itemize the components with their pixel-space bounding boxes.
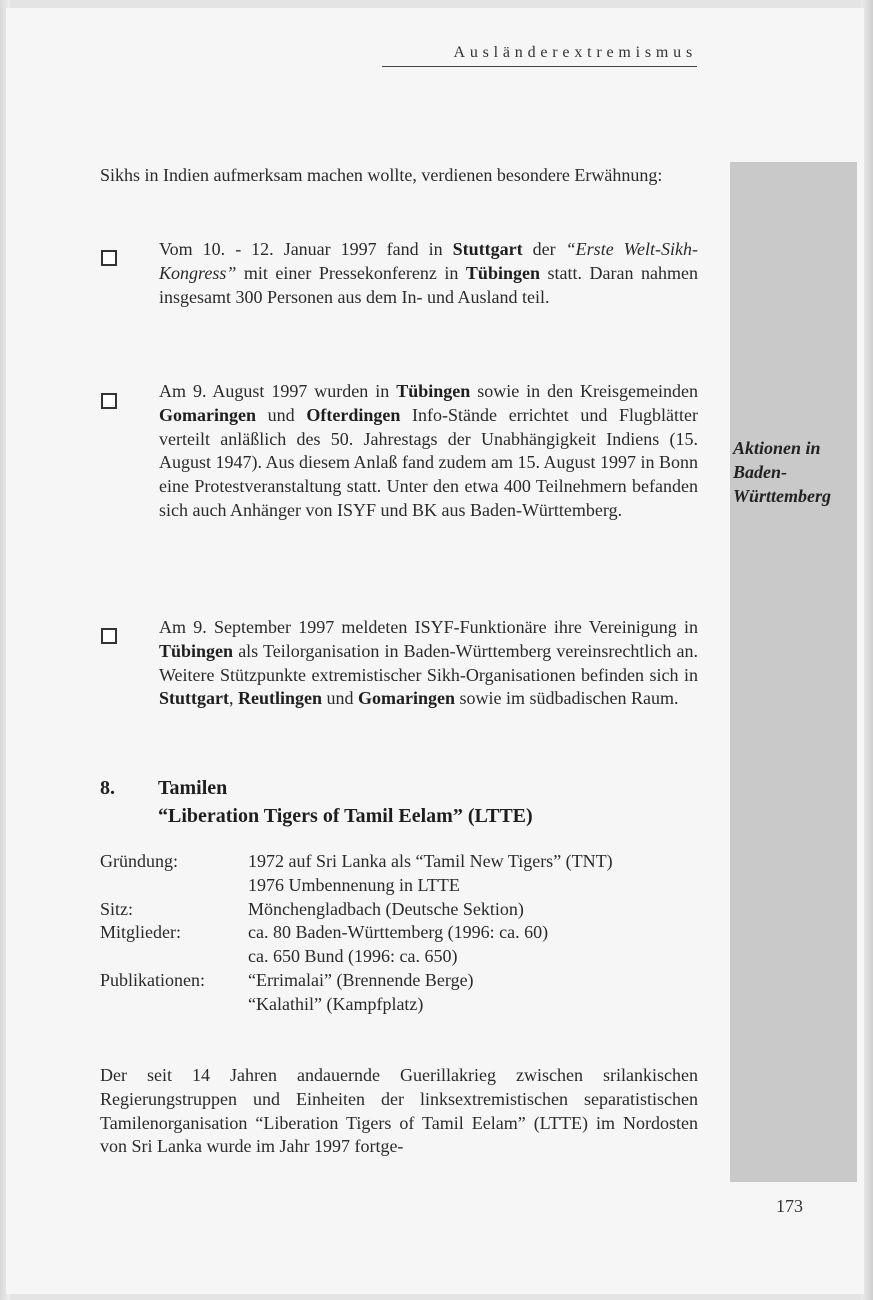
- intro-paragraph: Sikhs in Indien aufmerksam machen wollte, verdienen besondere Erwähnung:: [100, 165, 663, 185]
- fact-value: Mönchengladbach (Deutsche Sektion): [248, 898, 524, 919]
- bullet-text: mit einer Pressekonferenz in: [236, 262, 466, 283]
- margin-note: [733, 436, 863, 508]
- bullet-text: als Teilorganisation in Baden-Württemberg vereinsrechtlich an. Weitere Stützpunkte extremistischer Sikh-Organisationen befinden sich in: [159, 640, 698, 685]
- section-title: Tamilen: [158, 777, 228, 799]
- fact-value: “Kalathil” (Kampfplatz): [248, 993, 424, 1014]
- fact-row: [100, 921, 720, 945]
- place-name: Tübingen: [465, 262, 540, 283]
- closing-paragraph: Der seit 14 Jahren andauernde Guerillakrieg zwischen srilankischen Regierungstruppen und Einheiten der linksextremistischen separatistischen Tamilenorganisation “Liberation Tigers of Tamil Eelam” (LTTE) im Nordosten von Sri Lanka wurde im Jahr 1997 fortge-: [100, 1065, 698, 1157]
- place-name: Gomaringen: [358, 688, 456, 709]
- place-name: Stuttgart: [452, 239, 523, 259]
- place-name: Stuttgart: [159, 688, 229, 709]
- place-name: Gomaringen: [159, 404, 256, 425]
- bullet-text: ,: [229, 688, 238, 709]
- bullet-text: Am 9. August 1997 wurden in: [159, 381, 397, 401]
- place-name: Tübingen: [396, 381, 471, 401]
- fact-label-empty: [100, 874, 248, 898]
- fact-label-empty: [100, 993, 248, 1017]
- checkbox-bullet-icon: [101, 628, 117, 644]
- fact-label: Sitz:: [100, 898, 134, 919]
- section-number: 8.: [100, 777, 115, 799]
- fact-row: [100, 898, 720, 922]
- event-name: “Erste Welt-Sikh-Kongress”: [159, 239, 698, 283]
- fact-label: Gründung:: [100, 851, 178, 871]
- fact-value: ca. 80 Baden-Württemberg (1996: ca. 60): [248, 922, 549, 943]
- page-number: 173: [776, 1196, 803, 1216]
- fact-value: 1976 Umbennenung in LTTE: [248, 874, 460, 895]
- margin-note-line: Württemberg: [733, 486, 832, 506]
- fact-label-empty: [100, 945, 248, 969]
- margin-note-line: Aktionen in: [733, 438, 821, 458]
- bullet-text: sowie im südbadischen Raum.: [455, 688, 679, 709]
- fact-row: [100, 969, 720, 993]
- fact-value: ca. 650 Bund (1996: ca. 650): [248, 946, 458, 967]
- bullet-text: Am 9. September 1997 meldeten ISYF-Funktionäre ihre Vereinigung in: [159, 617, 698, 637]
- bullet-text: und: [256, 404, 307, 425]
- margin-note-line: Baden-: [733, 462, 787, 482]
- margin-sidebar: [730, 162, 857, 1182]
- section-subtitle: “Liberation Tigers of Tamil Eelam” (LTTE): [158, 805, 533, 827]
- fact-label: Mitglieder:: [100, 922, 181, 943]
- bullet-item: [159, 238, 698, 309]
- running-header: Ausländerextremismus: [382, 44, 697, 67]
- fact-label: Publikationen:: [100, 969, 205, 990]
- fact-row: [100, 945, 720, 969]
- place-name: Reutlingen: [238, 688, 323, 709]
- place-name: Ofterdingen: [306, 404, 401, 425]
- bullet-text: statt. Daran nahmen insgesamt 300 Personen aus dem In- und Ausland teil.: [159, 262, 698, 307]
- fact-row: [100, 874, 720, 898]
- bullet-text: Vom 10. - 12. Januar 1997 fand in: [159, 239, 453, 259]
- fact-value: 1972 auf Sri Lanka als “Tamil New Tigers” (TNT): [248, 851, 613, 871]
- fact-row: [100, 850, 720, 874]
- fact-value: “Errimalai” (Brennende Berge): [248, 969, 474, 990]
- bullet-text: Info-Stände errichtet und Flugblätter verteilt anläßlich des 50. Jahrestags der Unabhängigkeit Indiens (15. August 1947). Aus diesem Anlaß fand zudem am 15. August 1997 in Bonn eine Protestveranstaltung statt. Unter den etwa 400 Teilnehmern befanden sich auch Anhänger von ISYF und BK aus Baden-Württemberg.: [159, 404, 698, 520]
- checkbox-bullet-icon: [101, 250, 117, 266]
- checkbox-bullet-icon: [101, 393, 117, 409]
- fact-table: [100, 850, 720, 1017]
- bullet-text: sowie in den Kreisgemeinden: [470, 381, 698, 401]
- place-name: Tübingen: [159, 640, 234, 661]
- bullet-item: [159, 380, 698, 523]
- fact-row: [100, 993, 720, 1017]
- bullet-item: [159, 616, 698, 711]
- bullet-text: der: [522, 239, 566, 259]
- bullet-text: und: [322, 688, 359, 709]
